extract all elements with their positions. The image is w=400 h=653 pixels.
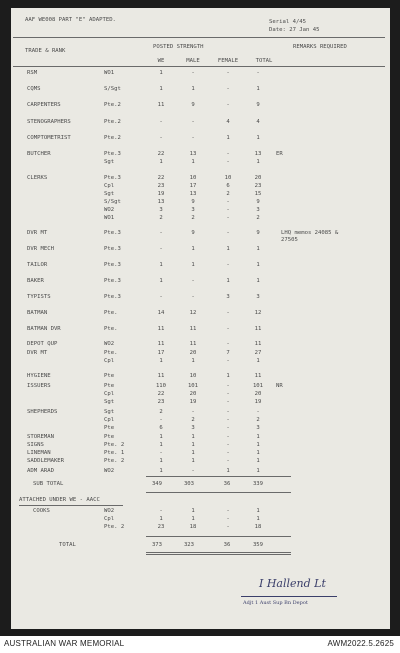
row-male: 1 — [191, 159, 195, 165]
row-male: - — [191, 70, 195, 76]
row-rank: Pte — [104, 383, 115, 389]
attached-we: 23 — [157, 524, 165, 530]
row-we: 1 — [159, 358, 163, 364]
row-trade: BATMAN — [27, 310, 48, 316]
footer-bar — [0, 636, 400, 653]
row-male: 2 — [191, 417, 195, 423]
row-total: 3 — [256, 207, 260, 213]
row-we: 17 — [157, 350, 165, 356]
row-male: 1 — [191, 358, 195, 364]
row-rank: Sgt — [104, 191, 115, 197]
attached-trade: COOKS — [33, 508, 50, 514]
row-trade: ADM ARAD — [27, 468, 54, 474]
row-rank: WO2 — [104, 468, 115, 474]
row-we: 110 — [155, 383, 167, 389]
row-we: 11 — [157, 326, 165, 332]
row-trade: SIGNS — [27, 442, 44, 448]
row-total: 2 — [256, 417, 260, 423]
row-rank: Pte.3 — [104, 278, 121, 284]
row-total: 23 — [254, 183, 262, 189]
row-female: 1 — [226, 278, 230, 284]
row-female: 2 — [226, 191, 230, 197]
row-we: 6 — [159, 425, 163, 431]
row-female: - — [226, 409, 230, 415]
row-male: 17 — [189, 183, 197, 189]
row-trade: ISSUERS — [27, 383, 51, 389]
row-total: 20 — [254, 175, 262, 181]
row-female: 7 — [226, 350, 230, 356]
row-rank: Pte.2 — [104, 102, 121, 108]
subtotal-female: 36 — [223, 481, 231, 487]
row-female: - — [226, 458, 230, 464]
row-male: 1 — [191, 246, 195, 252]
row-male: - — [191, 119, 195, 125]
subtotal-we: 349 — [151, 481, 163, 487]
footer-source: AUSTRALIAN WAR MEMORIAL — [4, 639, 125, 648]
row-we: - — [159, 135, 163, 141]
row-female: - — [226, 442, 230, 448]
row-trade: SHEPHERDS — [27, 409, 58, 415]
row-trade: HYGIENE — [27, 373, 51, 379]
row-female: 1 — [226, 246, 230, 252]
row-total: 3 — [256, 425, 260, 431]
row-total: 11 — [254, 326, 262, 332]
row-female: 1 — [226, 135, 230, 141]
row-female: - — [226, 326, 230, 332]
row-male: 1 — [191, 442, 195, 448]
row-total: 4 — [256, 119, 260, 125]
attached-we: - — [159, 508, 163, 514]
row-female: 1 — [226, 373, 230, 379]
row-we: 11 — [157, 341, 165, 347]
row-rank: Pte.3 — [104, 262, 121, 268]
row-male: - — [191, 135, 195, 141]
row-rank: Pte.3 — [104, 151, 121, 157]
row-we: 11 — [157, 102, 165, 108]
row-trade: BUTCHER — [27, 151, 51, 157]
row-trade: BAKER — [27, 278, 44, 284]
row-we: 23 — [157, 399, 165, 405]
document-page — [11, 8, 390, 629]
row-male: 9 — [191, 199, 195, 205]
attached-male: 1 — [191, 508, 195, 514]
row-trade: DVR MECH — [27, 246, 54, 252]
total-rule-bottom — [146, 552, 291, 553]
row-rank: Pte.3 — [104, 230, 121, 236]
row-male: 13 — [189, 151, 197, 157]
row-male: 20 — [189, 350, 197, 356]
row-total: 1 — [256, 159, 260, 165]
row-rank: Pte. — [104, 350, 118, 356]
row-we: - — [159, 230, 163, 236]
row-rank: Cpl — [104, 183, 115, 189]
row-we: 22 — [157, 391, 165, 397]
row-total: 1 — [256, 442, 260, 448]
row-rank: Pte.3 — [104, 175, 121, 181]
row-male: 1 — [191, 434, 195, 440]
row-female: - — [226, 207, 230, 213]
row-we: 22 — [157, 175, 165, 181]
row-trade: BATMAN DVR — [27, 326, 61, 332]
row-female: - — [226, 450, 230, 456]
row-we: 1 — [159, 278, 163, 284]
row-trade: LINEMAN — [27, 450, 51, 456]
col-total: TOTAL — [255, 58, 273, 64]
row-remark: LHQ memos 24085 & 27505 — [281, 230, 339, 243]
row-total: 1 — [256, 358, 260, 364]
row-female: 1 — [226, 468, 230, 474]
row-rank: WO1 — [104, 70, 115, 76]
row-rank: Pte. — [104, 310, 118, 316]
row-rank: Pte. 1 — [104, 450, 125, 456]
row-rank: Pte.2 — [104, 119, 121, 125]
header-rule-top — [13, 37, 385, 38]
row-we: - — [159, 294, 163, 300]
row-we: 2 — [159, 215, 163, 221]
row-total: 9 — [256, 199, 260, 205]
row-total: 1 — [256, 458, 260, 464]
row-trade: DVR MT — [27, 230, 48, 236]
row-rank: Pte — [104, 434, 115, 440]
row-female: - — [226, 159, 230, 165]
row-male: 1 — [191, 86, 195, 92]
row-we: 1 — [159, 70, 163, 76]
row-male: 1 — [191, 262, 195, 268]
row-male: 12 — [189, 310, 197, 316]
row-trade: TYPISTS — [27, 294, 51, 300]
row-trade: SADDLEMAKER — [27, 458, 65, 464]
row-trade: COMPTOMETRIST — [27, 135, 71, 141]
row-we: - — [159, 450, 163, 456]
row-total: 20 — [254, 391, 262, 397]
row-female: 10 — [224, 175, 232, 181]
row-remark: NR — [276, 383, 283, 389]
document-date: Date: 27 Jan 45 — [269, 27, 320, 33]
row-rank: Pte. — [104, 326, 118, 332]
row-total: 11 — [254, 373, 262, 379]
row-rank: Sgt — [104, 409, 115, 415]
row-total: 9 — [256, 102, 260, 108]
row-we: 2 — [159, 409, 163, 415]
row-total: 11 — [254, 341, 262, 347]
row-total: 19 — [254, 399, 262, 405]
row-total: 1 — [256, 262, 260, 268]
row-total: 101 — [252, 383, 264, 389]
row-total: 1 — [256, 434, 260, 440]
row-male: 11 — [189, 326, 197, 332]
row-rank: Pte — [104, 425, 115, 431]
row-total: 12 — [254, 310, 262, 316]
row-we: - — [159, 417, 163, 423]
row-male: 1 — [191, 458, 195, 464]
attached-female: - — [226, 524, 230, 530]
row-total: 3 — [256, 294, 260, 300]
attached-female: - — [226, 516, 230, 522]
header-rule-bottom — [13, 66, 385, 67]
row-female: - — [226, 399, 230, 405]
row-we: 1 — [159, 442, 163, 448]
total-rule — [146, 536, 291, 537]
row-total: 1 — [256, 468, 260, 474]
row-female: - — [226, 310, 230, 316]
row-female: - — [226, 86, 230, 92]
row-male: 1 — [191, 450, 195, 456]
col-we: WE — [157, 58, 165, 64]
total-male: 323 — [183, 542, 195, 548]
row-total: 1 — [256, 246, 260, 252]
row-male: 3 — [191, 207, 195, 213]
row-we: 14 — [157, 310, 165, 316]
row-rank: Pte.3 — [104, 246, 121, 252]
subtotal-rule — [146, 476, 291, 477]
row-rank: Cpl — [104, 358, 115, 364]
row-total: - — [256, 409, 260, 415]
row-male: 2 — [191, 215, 195, 221]
total-total: 359 — [252, 542, 264, 548]
row-we: - — [159, 119, 163, 125]
row-rank: S/Sgt — [104, 86, 121, 92]
row-trade: CLERKS — [27, 175, 48, 181]
col-male: MALE — [186, 58, 200, 64]
row-trade: TAILOR — [27, 262, 48, 268]
row-remark: ER — [276, 151, 283, 157]
row-rank: Pte.2 — [104, 135, 121, 141]
row-trade: STOREMAN — [27, 434, 54, 440]
row-total: 1 — [256, 278, 260, 284]
row-total: 27 — [254, 350, 262, 356]
attached-male: 18 — [189, 524, 197, 530]
subtotal-rule-bottom — [146, 492, 291, 493]
total-rule-double — [146, 554, 291, 555]
total-female: 36 — [223, 542, 231, 548]
row-female: 4 — [226, 119, 230, 125]
row-male: 9 — [191, 102, 195, 108]
row-rank: Cpl — [104, 417, 115, 423]
row-female: - — [226, 417, 230, 423]
row-female: - — [226, 230, 230, 236]
row-total: 1 — [256, 86, 260, 92]
serial-number: Serial 4/45 — [269, 19, 307, 25]
subtotal-label: SUB TOTAL — [33, 481, 64, 487]
col-trade-rank: TRADE & RANK — [25, 48, 66, 54]
attached-underline — [19, 505, 123, 506]
col-posted-strength: POSTED STRENGTH — [153, 44, 204, 50]
row-we: 11 — [157, 373, 165, 379]
subtotal-total: 339 — [252, 481, 264, 487]
attached-rank: WO2 — [104, 508, 115, 514]
row-trade: STENOGRAPHERS — [27, 119, 71, 125]
row-male: 11 — [189, 341, 197, 347]
row-total: - — [256, 70, 260, 76]
row-rank: WO1 — [104, 215, 115, 221]
row-rank: Sgt — [104, 159, 115, 165]
attached-total: 18 — [254, 524, 262, 530]
row-female: 6 — [226, 183, 230, 189]
row-male: 19 — [189, 399, 197, 405]
form-title: AAF WE008 PART "E" ADAPTED. — [25, 17, 116, 23]
row-male: 13 — [189, 191, 197, 197]
row-we: 1 — [159, 434, 163, 440]
signature-title: Adjt 1 Aust Sup Bn Depot — [243, 600, 308, 606]
row-female: - — [226, 341, 230, 347]
signature-line — [241, 596, 337, 597]
row-male: - — [191, 278, 195, 284]
row-male: 10 — [189, 373, 197, 379]
row-rank: Pte.3 — [104, 294, 121, 300]
row-we: 1 — [159, 262, 163, 268]
row-male: - — [191, 468, 195, 474]
row-total: 9 — [256, 230, 260, 236]
total-label: TOTAL — [59, 542, 76, 548]
row-total: 2 — [256, 215, 260, 221]
attached-male: 1 — [191, 516, 195, 522]
row-trade: RSM — [27, 70, 38, 76]
row-total: 15 — [254, 191, 262, 197]
attached-female: - — [226, 508, 230, 514]
row-rank: Cpl — [104, 391, 115, 397]
row-male: 3 — [191, 425, 195, 431]
row-female: - — [226, 70, 230, 76]
row-male: 20 — [189, 391, 197, 397]
row-male: - — [191, 409, 195, 415]
attached-total: 1 — [256, 516, 260, 522]
subtotal-male: 303 — [183, 481, 195, 487]
row-rank: Sgt — [104, 399, 115, 405]
total-we: 373 — [151, 542, 163, 548]
row-female: - — [226, 151, 230, 157]
row-rank: Pte. 2 — [104, 458, 125, 464]
row-female: 3 — [226, 294, 230, 300]
row-we: 1 — [159, 86, 163, 92]
row-trade: CARPENTERS — [27, 102, 61, 108]
row-total: 1 — [256, 135, 260, 141]
attached-rank: Pte. 2 — [104, 524, 125, 530]
attached-total: 1 — [256, 508, 260, 514]
row-we: 13 — [157, 199, 165, 205]
row-total: 13 — [254, 151, 262, 157]
row-we: 1 — [159, 468, 163, 474]
row-rank: WO2 — [104, 207, 115, 213]
row-trade: DEPOT QUP — [27, 341, 58, 347]
row-we: 19 — [157, 191, 165, 197]
row-female: - — [226, 102, 230, 108]
footer-accession: AWM2022.5.2625 — [327, 639, 394, 648]
row-female: - — [226, 425, 230, 431]
row-male: 9 — [191, 230, 195, 236]
row-female: - — [226, 262, 230, 268]
signature: I Hallend Lt — [259, 577, 326, 590]
row-rank: Pte. 2 — [104, 442, 125, 448]
row-trade: CQMS — [27, 86, 41, 92]
attached-rank: Cpl — [104, 516, 115, 522]
row-female: - — [226, 215, 230, 221]
row-we: 3 — [159, 207, 163, 213]
row-we: 1 — [159, 159, 163, 165]
row-female: - — [226, 434, 230, 440]
row-we: 23 — [157, 183, 165, 189]
row-female: - — [226, 199, 230, 205]
row-we: 22 — [157, 151, 165, 157]
row-rank: S/Sgt — [104, 199, 121, 205]
row-we: - — [159, 246, 163, 252]
row-rank: Pte — [104, 373, 115, 379]
row-female: - — [226, 358, 230, 364]
row-total: 1 — [256, 450, 260, 456]
col-remarks: REMARKS REQUIRED — [293, 44, 347, 50]
col-female: FEMALE — [217, 58, 239, 64]
row-male: 101 — [187, 383, 199, 389]
row-we: 1 — [159, 458, 163, 464]
row-trade: DVR MT — [27, 350, 48, 356]
attached-we: 1 — [159, 516, 163, 522]
row-male: - — [191, 294, 195, 300]
row-female: - — [226, 383, 230, 389]
row-rank: WO2 — [104, 341, 115, 347]
row-female: - — [226, 391, 230, 397]
row-male: 10 — [189, 175, 197, 181]
attached-heading: ATTACHED UNDER WE - AACC — [19, 497, 100, 503]
